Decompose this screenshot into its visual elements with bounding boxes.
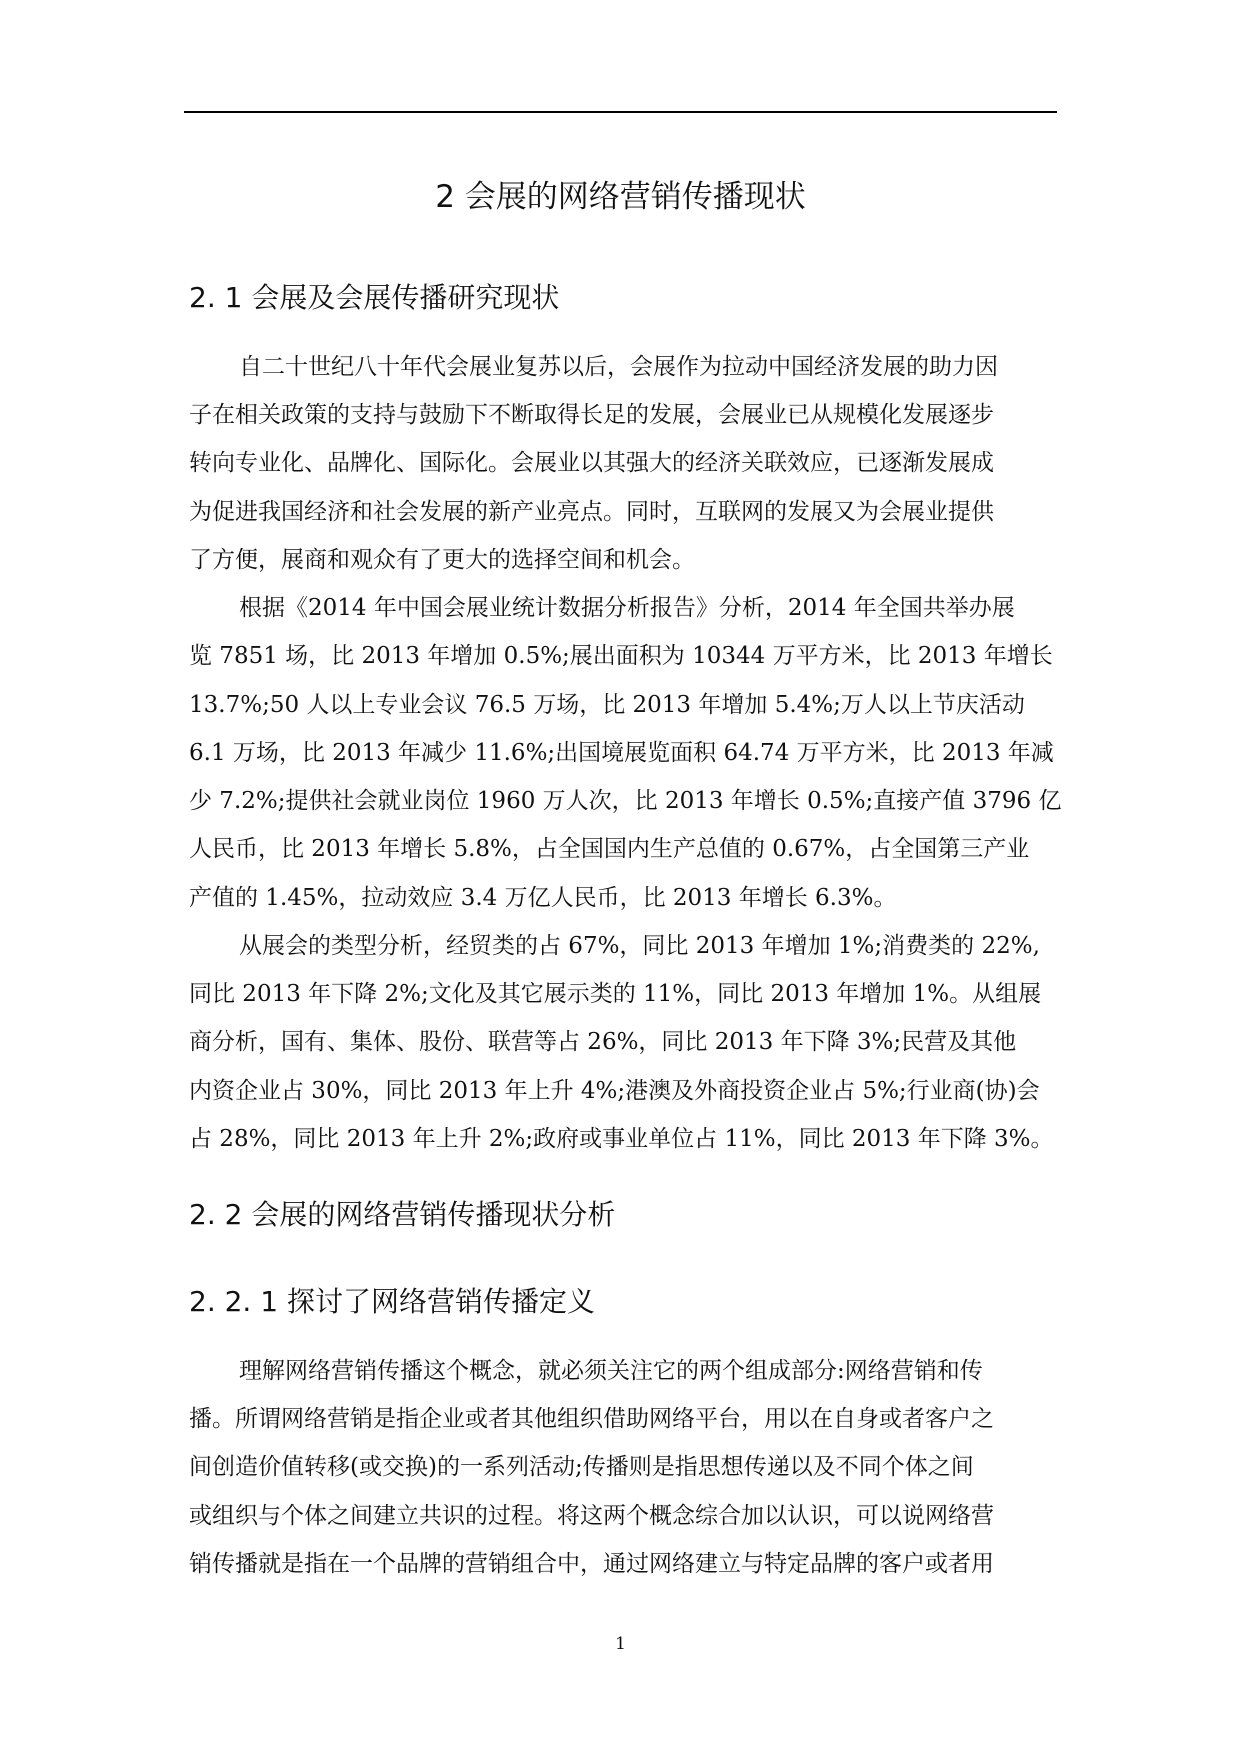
paragraph-line: 播。所谓网络营销是指企业或者其他组织借助网络平台，用以在自身或者客户之 <box>189 1406 994 1432</box>
paragraph-line: 内资企业占 30%，同比 2013 年上升 4%;港澳及外商投资企业占 5%;行业商(协)会 <box>189 1078 1040 1104</box>
paragraph-line: 少 7.2%;提供社会就业岗位 1960 万人次，比 2013 年增长 0.5%;直接产值 3796 亿 <box>189 788 1062 814</box>
paragraph-line: 自二十世纪八十年代会展业复苏以后，会展作为拉动中国经济发展的助力因 <box>239 354 998 380</box>
paragraph-line: 览 7851 场，比 2013 年增加 0.5%;展出面积为 10344 万平方米，比 2013 年增长 <box>189 643 1053 669</box>
subsection-heading-2-2-1: 2. 2. 1 探讨了网络营销传播定义 <box>189 1285 595 1318</box>
paragraph-line: 子在相关政策的支持与鼓励下不断取得长足的发展，会展业已从规模化发展逐步 <box>189 402 994 428</box>
paragraph-line: 理解网络营销传播这个概念，就必须关注它的两个组成部分:网络营销和传 <box>239 1358 983 1384</box>
paragraph-line: 根据《2014 年中国会展业统计数据分析报告》分析，2014 年全国共举办展 <box>239 595 1015 621</box>
paragraph-line: 了方便，展商和观众有了更大的选择空间和机会。 <box>189 547 695 573</box>
paragraph-line: 间创造价值转移(或交换)的一系列活动;传播则是指思想传递以及不同个体之间 <box>189 1454 974 1480</box>
paragraph-line: 为促进我国经济和社会发展的新产业亮点。同时，互联网的发展又为会展业提供 <box>189 499 994 525</box>
paragraph-line: 13.7%;50 人以上专业会议 76.5 万场，比 2013 年增加 5.4%;万人以上节庆活动 <box>189 692 1025 718</box>
paragraph-line: 人民币，比 2013 年增长 5.8%，占全国国内生产总值的 0.67%，占全国第三产业 <box>189 836 1030 862</box>
section-heading-2-1: 2. 1 会展及会展传播研究现状 <box>189 281 560 314</box>
section-heading-2-2: 2. 2 会展的网络营销传播现状分析 <box>189 1198 616 1231</box>
paragraph-line: 从展会的类型分析，经贸类的占 67%，同比 2013 年增加 1%;消费类的 22%, <box>239 933 1040 959</box>
paragraph-line: 占 28%，同比 2013 年上升 2%;政府或事业单位占 11%，同比 2013 年下降 3%。 <box>189 1126 1054 1152</box>
paragraph-line: 同比 2013 年下降 2%;文化及其它展示类的 11%，同比 2013 年增加 1%。从组展 <box>189 981 1042 1007</box>
paragraph-line: 销传播就是指在一个品牌的营销组合中，通过网络建立与特定品牌的客户或者用 <box>189 1551 994 1577</box>
header-rule <box>184 111 1057 113</box>
page-number: 1 <box>615 1634 626 1654</box>
paragraph-line: 产值的 1.45%，拉动效应 3.4 万亿人民币，比 2013 年增长 6.3%。 <box>189 885 897 911</box>
paragraph-line: 商分析，国有、集体、股份、联营等占 26%，同比 2013 年下降 3%;民营及其他 <box>189 1029 1017 1055</box>
paragraph-line: 或组织与个体之间建立共识的过程。将这两个概念综合加以认识，可以说网络营 <box>189 1503 994 1529</box>
paragraph-line: 转向专业化、品牌化、国际化。会展业以其强大的经济关联效应，已逐渐发展成 <box>189 450 994 476</box>
chapter-title: 2 会展的网络营销传播现状 <box>435 179 806 215</box>
paragraph-line: 6.1 万场，比 2013 年减少 11.6%;出国境展览面积 64.74 万平方米，比 2013 年减 <box>189 740 1054 766</box>
